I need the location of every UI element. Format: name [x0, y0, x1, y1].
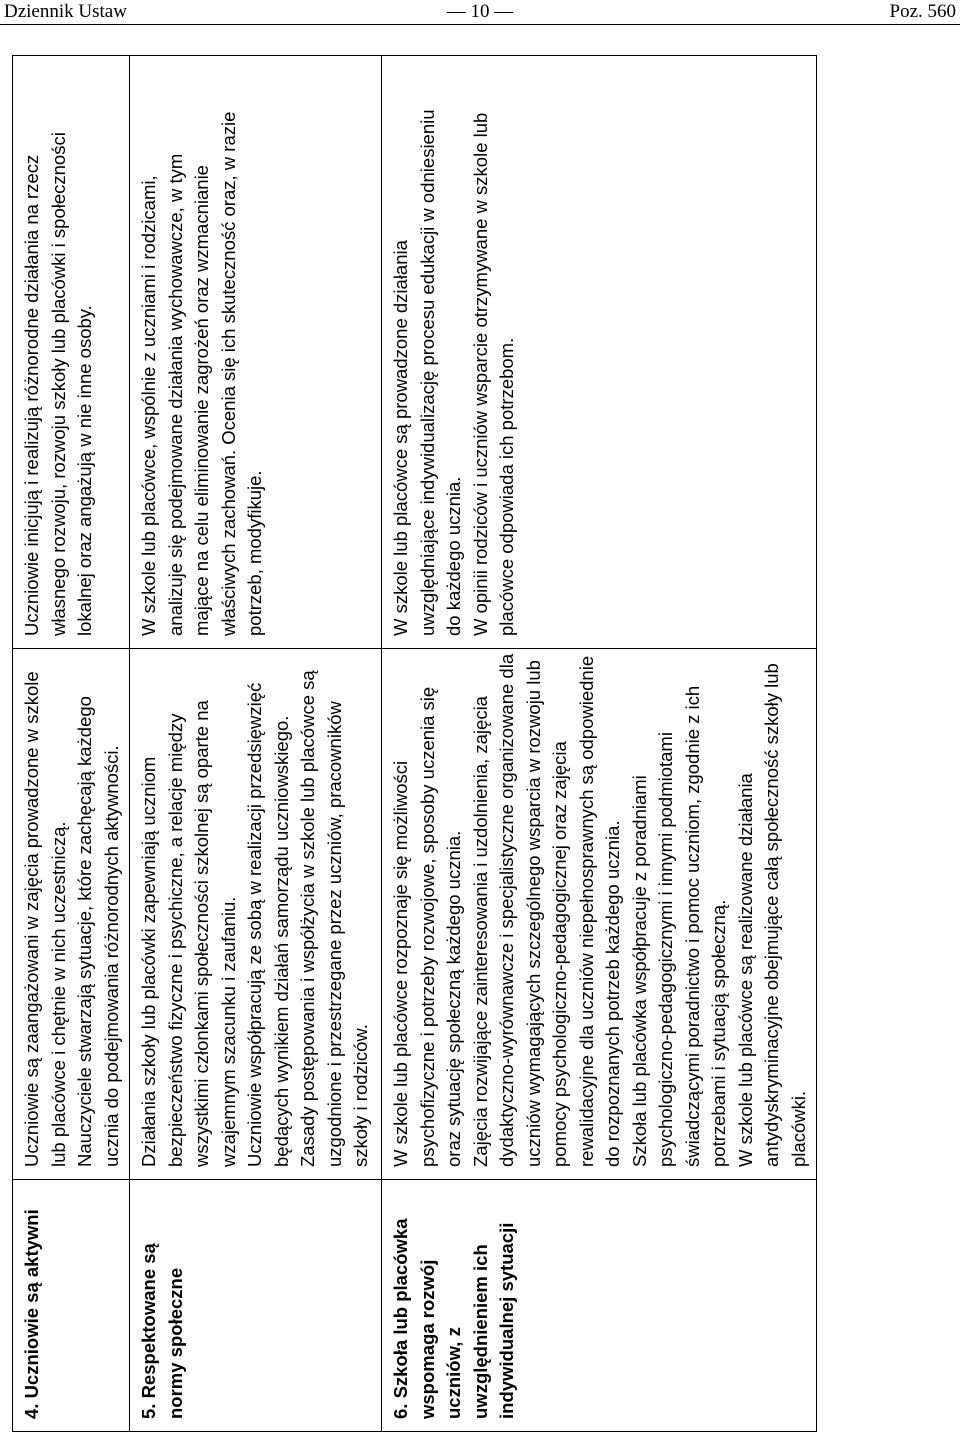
text-line: oraz sytuację społeczną każdego ucznia.	[443, 830, 464, 1167]
text-line: szkoły i rodziców.	[350, 1024, 371, 1167]
text-line: dydaktyczno-wyrównawcze i specjalistyczne organizowane dla	[496, 653, 517, 1167]
text-line: lub placówce i chętnie w nich uczestniczą.	[47, 821, 69, 1167]
text-line: W szkole lub placówce rozpoznaje się możliwości	[390, 760, 411, 1167]
text-line: Zajęcia rozwijające zainteresowania i uzdolnienia, zajęcia	[469, 696, 491, 1167]
table-row	[13, 56, 130, 1432]
text-line: normy społeczne	[164, 1267, 186, 1419]
level-d-cell	[13, 649, 130, 1180]
text-line: 4. Uczniowie są aktywni	[21, 1209, 42, 1419]
text-line: Uczniowie są zaangażowani w zajęcia prowadzone w szkole	[21, 671, 42, 1167]
text-line: uwzględniające indywidualizację procesu edukacji w odniesieniu	[416, 109, 438, 636]
text-line: psychologiczno-pedagogicznymi i innymi podmiotami	[655, 732, 676, 1167]
text-line: placówki.	[787, 1090, 809, 1167]
level-b-cell	[130, 56, 382, 649]
requirements-table	[12, 55, 817, 1432]
text-line: Szkoła lub placówka współpracuje z poradniami	[628, 775, 650, 1167]
text-line: wzajemnym szacunku i zaufaniu.	[217, 896, 239, 1167]
text-line: wszystkimi członkami społeczności szkolnej są oparte na	[191, 700, 212, 1167]
text-line: potrzebami i sytuacją społeczną.	[708, 899, 729, 1167]
text-line: uczniów wymagających szczególnego wsparcia w rozwoju lub	[522, 660, 544, 1167]
text-line: 6. Szkoła lub placówka	[390, 1218, 411, 1419]
page-number: — 10 —	[446, 1, 514, 22]
page-header	[0, 0, 960, 25]
criterion-cell	[382, 1180, 817, 1432]
table-row	[130, 56, 382, 1432]
text-line: W szkole lub placówce są prowadzone działania	[390, 240, 411, 636]
text-line: psychofizyczne i potrzeby rozwojowe, sposoby uczenia się	[416, 686, 438, 1167]
text-line: własnego rozwoju, rozwoju szkoły lub placówki i społeczności	[47, 132, 69, 636]
text-line: W opinii rodziców i uczniów wsparcie otrzymywane w szkole lub	[469, 112, 491, 636]
text-line: 5. Respektowane są	[138, 1243, 159, 1419]
text-line: potrzeb, modyfikuje.	[244, 470, 265, 636]
text-line: pomocy psychologiczno-pedagogicznej oraz zajęcia	[549, 741, 570, 1167]
text-line: wspomaga rozwój	[416, 1259, 438, 1419]
level-b-cell	[13, 56, 130, 649]
text-line: świadczącymi poradnictwo i pomoc uczniom, zgodnie z ich	[681, 685, 703, 1167]
text-line: W szkole lub placówce, wspólnie z uczniami i rodzicami,	[138, 175, 159, 636]
text-line: uwzględnieniem ich	[469, 1244, 491, 1419]
text-line: Nauczyciele stwarzają sytuacje, które zachęcają każdego	[74, 696, 95, 1167]
text-line: indywidualnej sytuacji	[496, 1222, 517, 1419]
level-d-cell	[382, 649, 817, 1180]
text-line: ucznia do podejmowania różnorodnych aktywności.	[100, 745, 122, 1167]
table-row	[382, 56, 817, 1432]
text-line: właściwych zachowań. Ocenia się ich skuteczność oraz, w razie	[217, 111, 239, 636]
text-line: Działania szkoły lub placówki zapewniają uczniom	[138, 756, 159, 1167]
level-d-cell	[130, 649, 382, 1180]
text-line: antydyskryminacyjne obejmujące całą społeczność szkoły lub	[761, 663, 782, 1167]
text-line: lokalnej oraz angażują w nie inne osoby.	[74, 305, 95, 636]
text-line: Uczniowie inicjują i realizują różnorodne działania na rzecz	[21, 154, 42, 636]
text-line: będących wynikiem działań samorządu uczniowskiego.	[270, 715, 292, 1167]
text-line: Uczniowie współpracują ze sobą w realizacji przedsięwzięć	[244, 682, 265, 1167]
level-b-cell	[382, 56, 817, 649]
position-number: Poz. 560	[889, 1, 956, 22]
text-line: bezpieczeństwo fizyczne i psychiczne, a relacje między	[164, 713, 186, 1167]
text-line: uczniów, z	[443, 1327, 464, 1419]
text-line: rewalidacyjne dla uczniów niepełnosprawnych są odpowiednie	[575, 655, 597, 1167]
text-line: uzgodnione i przestrzegane przez uczniów, pracowników	[323, 701, 345, 1167]
text-line: mające na celu eliminowanie zagrożeń oraz wzmacnianie	[191, 165, 212, 636]
text-line: Zasady postępowania i współżycia w szkole lub placówce są	[297, 670, 318, 1167]
text-line: do rozpoznanych potrzeb każdego ucznia.	[602, 820, 623, 1167]
criterion-cell	[13, 1180, 130, 1432]
criterion-cell	[130, 1180, 382, 1432]
journal-title: Dziennik Ustaw	[4, 1, 127, 22]
rotated-table-container	[12, 56, 809, 1432]
text-line: analizuje się podejmowane działania wychowawcze, w tym	[164, 153, 186, 636]
text-line: W szkole lub placówce są realizowane działania	[734, 773, 756, 1167]
text-line: do każdego ucznia.	[443, 476, 464, 636]
text-line: placówce odpowiada ich potrzebom.	[496, 337, 517, 636]
